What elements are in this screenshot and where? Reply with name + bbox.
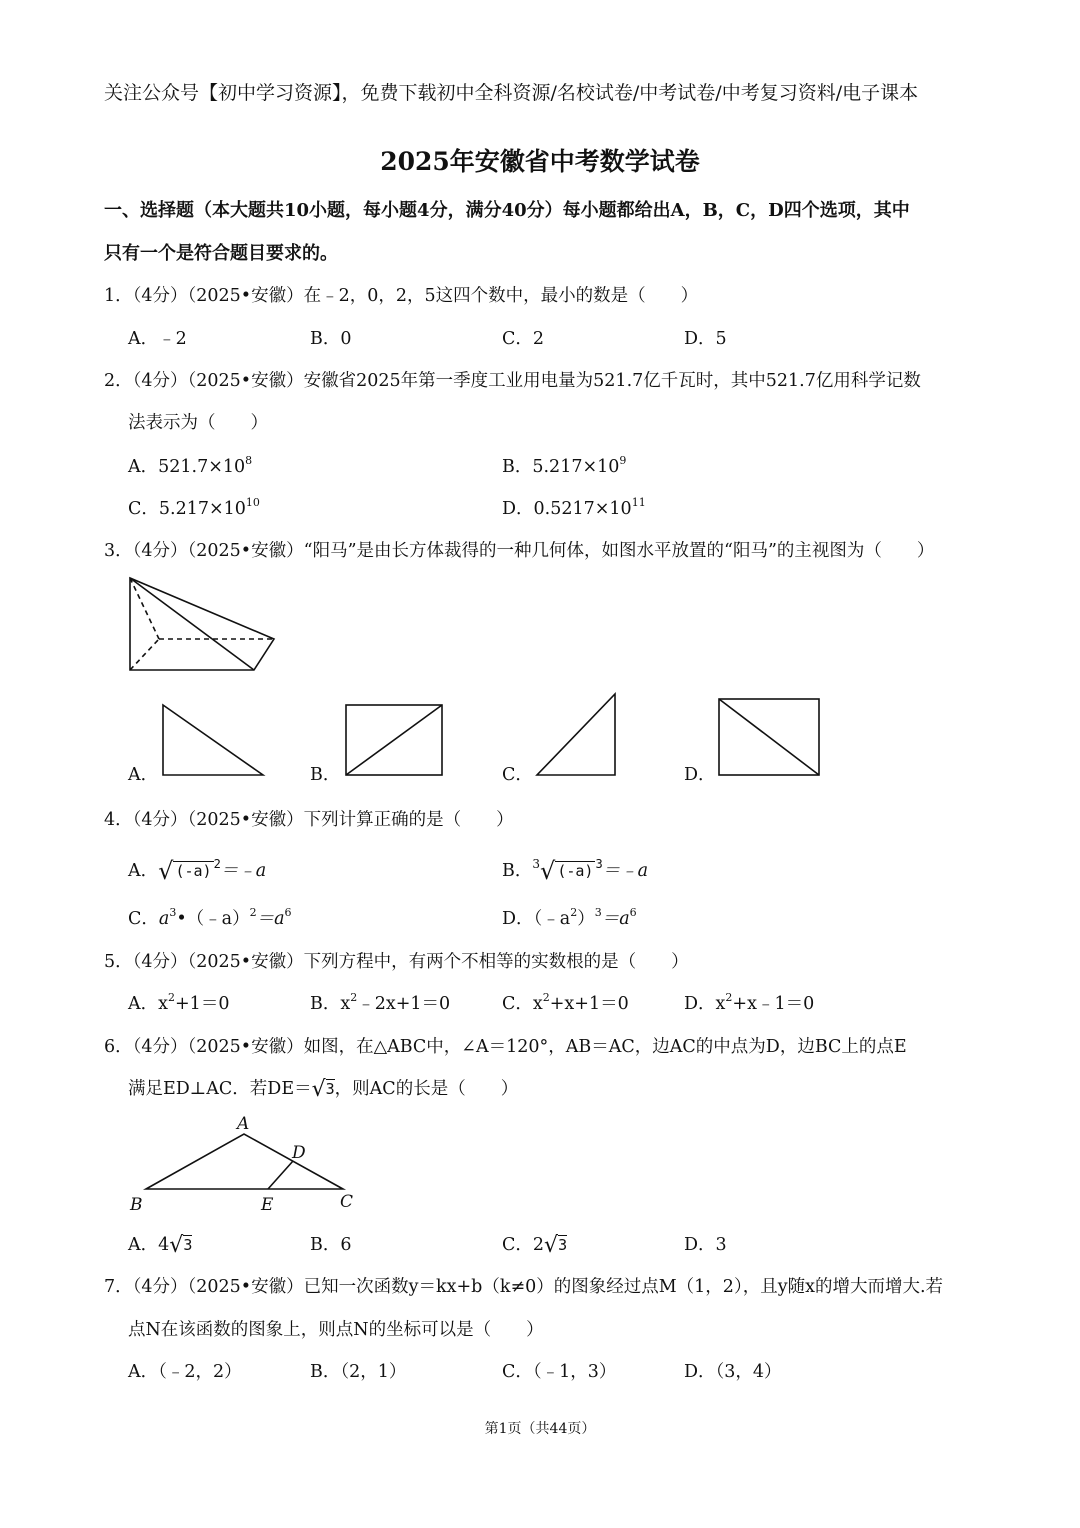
- q6-label-a: A: [237, 1114, 250, 1134]
- q4-option-c: C．$a^3•(﹣a)^2=a^6$: [128, 906, 292, 929]
- q5-option-a: A．$x^2+1=0$: [128, 991, 230, 1014]
- q6-stem-line2: 满足ED⊥AC．若DE＝√3，则AC的长是（ ）: [128, 1077, 519, 1102]
- q5-option-b: B．$x^2﹣2x+1=0$: [310, 991, 451, 1014]
- q3-option-a: A．: [128, 765, 159, 785]
- q3-option-b: B．: [310, 765, 341, 785]
- section-heading-line2: 只有一个是符合题目要求的。: [104, 243, 338, 264]
- q3-option-b-figure: [344, 703, 444, 777]
- q2-option-a: A．$521.7\times 10^8$: [128, 454, 253, 477]
- q6-label-b: B: [130, 1195, 143, 1215]
- q3-option-d: D．: [684, 765, 716, 785]
- q2-stem-line2: 法表示为（ ）: [128, 413, 268, 433]
- q6-segment-ed: [268, 1161, 293, 1189]
- q7-stem-line2: 点N在该函数的图象上，则点N的坐标可以是（ ）: [128, 1320, 544, 1340]
- q1-option-a: A．﹣2: [128, 329, 187, 349]
- q6-triangle-abc: [146, 1134, 343, 1189]
- q7-option-d: D．（3，4）: [684, 1362, 782, 1382]
- q1-option-c: C．2: [502, 329, 545, 349]
- q3-yangma-figure: [126, 575, 278, 673]
- q1-option-d: D．5: [684, 329, 727, 349]
- q3-option-c-figure: [535, 692, 619, 777]
- page-footer: 第1页（共44页）: [484, 1421, 596, 1437]
- q2-option-c: C．$5.217\times 10^{10}$: [128, 496, 260, 519]
- q6-label-d: D: [292, 1143, 306, 1163]
- q4-stem: 4．（4分）（2025•安徽）下列计算正确的是（ ）: [104, 810, 514, 830]
- q6-option-d: D．3: [684, 1235, 727, 1255]
- q1-stem: 1．（4分）（2025•安徽）在﹣2，0，2，5这四个数中，最小的数是（ ）: [104, 286, 699, 306]
- q7-stem-line1: 7．（4分）（2025•安徽）已知一次函数y＝kx+b（k≠0）的图象经过点M（1，2），且y随x的增大而增大.若: [104, 1277, 944, 1297]
- q2-stem-line1: 2．（4分）（2025•安徽）安徽省2025年第一季度工业用电量为521.7亿千瓦时，其中521.7亿用科学记数: [104, 371, 921, 391]
- header-note: 关注公众号【初中学习资源】，免费下载初中全科资源/名校试卷/中考试卷/中考复习资料/电子课本: [104, 82, 919, 104]
- q3-figure-outline: [130, 578, 274, 670]
- q6-label-e: E: [261, 1195, 274, 1215]
- q6-option-b: B．6: [310, 1235, 352, 1255]
- q4-option-b: B．$^3$√ (-a) $^3$＝﹣a: [502, 857, 649, 885]
- q4-option-a: A．√ (-a) $^2$＝﹣a: [128, 857, 267, 885]
- q6-option-a: A．4√3: [128, 1233, 193, 1258]
- section-heading-line1: 一、选择题（本大题共10小题，每小题4分，满分40分）每小题都给出A，B，C，D四个选项，其中: [104, 200, 910, 221]
- q3-stem: 3．（4分）（2025•安徽）“阳马”是由长方体裁得的一种几何体，如图水平放置的“阳马”的主视图为（ ）: [104, 541, 935, 561]
- q5-option-c: C．$x^2+x+1=0$: [502, 991, 629, 1014]
- q7-option-c: C．（﹣1，3）: [502, 1362, 617, 1382]
- page-title: 2025年安徽省中考数学试卷: [380, 147, 700, 176]
- q6-option-c: C．2√3: [502, 1233, 568, 1258]
- q6-label-c: C: [340, 1192, 354, 1212]
- q5-stem: 5．（4分）（2025•安徽）下列方程中，有两个不相等的实数根的是（ ）: [104, 952, 689, 972]
- q2-option-b: B．$5.217\times 10^9$: [502, 454, 627, 477]
- q4-option-d: D．$(﹣a^2)^3=a^6$: [502, 906, 637, 929]
- q5-option-d: D．$x^2+x﹣1=0$: [684, 991, 815, 1014]
- q2-option-d: D．$0.5217\times 10^{11}$: [502, 496, 646, 519]
- q3-option-c: C．: [502, 765, 533, 785]
- q7-option-a: A．（﹣2，2）: [128, 1362, 242, 1382]
- q6-triangle-figure: [128, 1110, 368, 1215]
- q7-option-b: B．（2，1）: [310, 1362, 407, 1382]
- q3-option-d-figure: [717, 697, 821, 777]
- q1-option-b: B．0: [310, 329, 352, 349]
- q6-stem-line1: 6．（4分）（2025•安徽）如图，在△ABC中，∠A＝120°，AB＝AC，边AC的中点为D，边BC上的点E: [104, 1037, 907, 1057]
- q3-option-a-figure: [161, 703, 265, 777]
